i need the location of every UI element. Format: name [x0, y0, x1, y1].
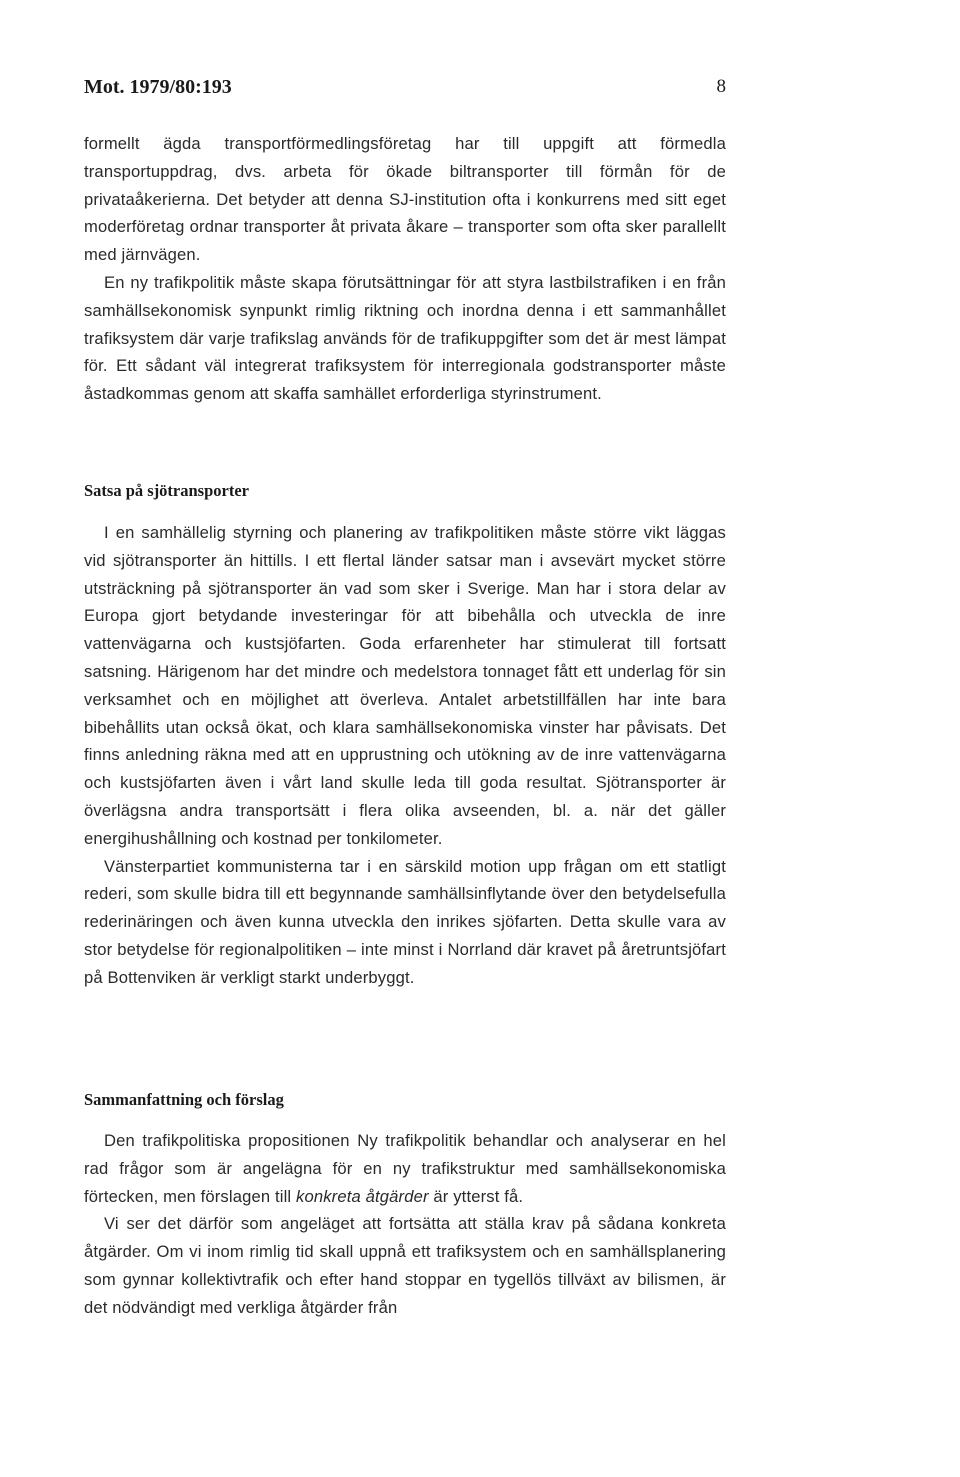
section-heading: Sammanfattning och förslag [84, 1090, 284, 1109]
paragraph-text: är ytterst få. [428, 1186, 524, 1206]
paragraph-text: Den trafikpolitiska propositionen Ny trafikpolitik behandlar och analyserar en hel rad frågor som är angelägna för en ny trafikstruktur med samhällsekonomiska förtecken, men förslagen till [84, 1131, 726, 1206]
paragraph [84, 1127, 726, 1210]
document-reference: Mot. 1979/80:193 [84, 76, 232, 98]
paragraph: Vi ser det därför som angeläget att fortsätta att ställa krav på sådana konkreta åtgärder. Om vi inom rimlig tid skall uppnå ett trafiksystem och en samhällsplanering som gynnar kollektivtrafik och efter hand stoppar en tygellös tillväxt av bilismen, är det nödvändigt med verkliga åtgärder från [84, 1214, 726, 1317]
emphasized-text: konkreta åtgärder [296, 1186, 429, 1206]
section-sammanfattning [84, 1127, 726, 1322]
section-transport-intro [84, 130, 726, 408]
page-header [84, 76, 726, 104]
paragraph: Vänsterpartiet kommunisterna tar i en särskild motion upp frågan om ett statligt rederi, som skulle bidra till ett begynnande samhällsinflytande över den betydelsefulla rederinäringen och även kunna utveckla den inrikes sjöfarten. Detta skulle vara av stor betydelse för regionalpolitiken – inte minst i Norrland där kravet på åretruntsjöfart på Bottenviken är verkligt starkt underbyggt. [84, 856, 726, 987]
section-sjotransporter [84, 519, 726, 992]
paragraph: formellt ägda transportförmedlingsföretag har till uppgift att förmedla transportuppdrag, dvs. arbeta för ökade biltransporter till förmån för de privataåkerierna. Det betyder att denna SJ-institution ofta i konkurrens med sitt eget moderföretag ordnar transporter åt privata åkare – transporter som ofta sker parallellt med järnvägen. [84, 134, 726, 265]
page-number: 8 [716, 76, 726, 97]
paragraph: I en samhällelig styrning och planering av trafikpolitiken måste större vikt läggas vid sjötransporter än hittills. I ett flertal länder satsar man i avsevärt mycket större utsträckning på sjötransporter än vad som sker i Sverige. Man har i stora delar av Europa gjort betydande investeringar för att bibehålla och utveckla de inre vattenvägarna och kustsjöfarten. Goda erfarenheter har stimulerat till fortsatt satsning. Härigenom har det mindre och medelstora tonnaget fått ett underlag för sin verksamhet och en möjlighet att överleva. Antalet arbetstillfällen har inte bara bibehållits utan också ökat, och klara samhällsekonomiska vinster har påvisats. Det finns anledning räkna med att en upprustning och utökning av de inre vattenvägarna och kustsjöfarten även i vårt land skulle leda till goda resultat. Sjötransporter är överlägsna andra transportsätt i flera olika avseenden, bl. a. när det gäller energihushållning och kostnad per tonkilometer. [84, 523, 726, 848]
paragraph: En ny trafikpolitik måste skapa förutsättningar för att styra lastbilstrafiken i en från samhällsekonomisk synpunkt rimlig riktning och inordna denna i ett sammanhållet trafiksystem där varje trafikslag används för de trafikuppgifter som det är mest lämpat för. Ett sådant väl integrerat trafiksystem för interregionala godstransporter måste åstadkommas genom att skaffa samhället erforderliga styrinstrument. [84, 272, 726, 404]
section-heading: Satsa på sjötransporter [84, 481, 249, 500]
